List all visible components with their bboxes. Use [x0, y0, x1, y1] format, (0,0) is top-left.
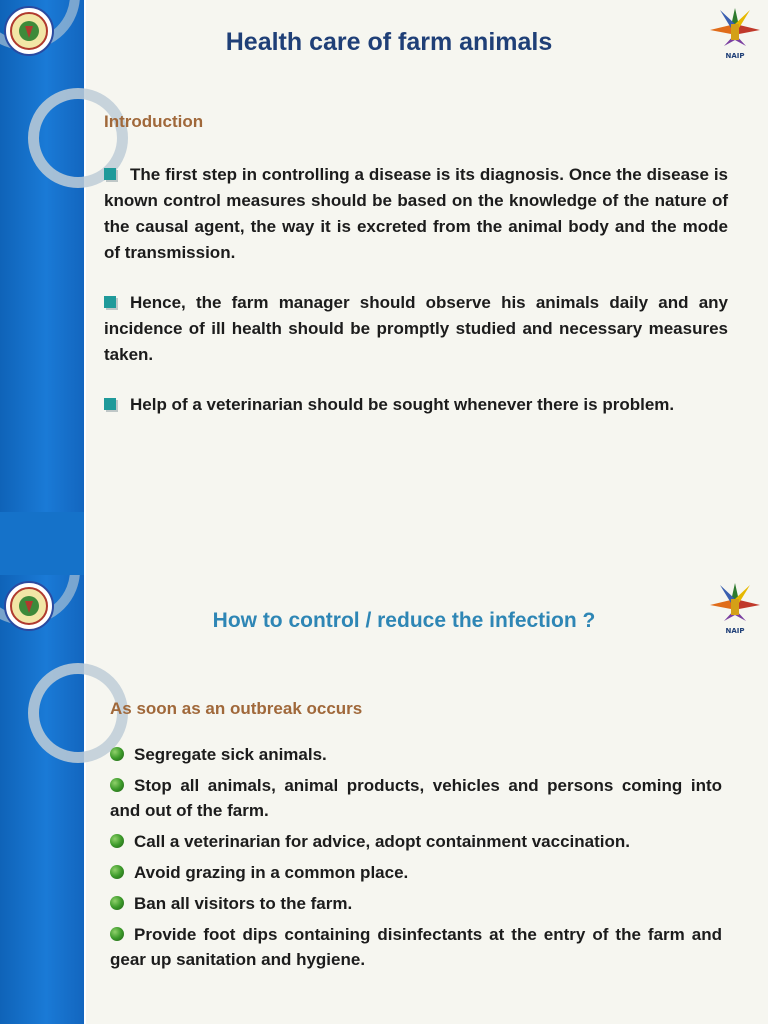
list-item [110, 773, 722, 823]
paragraph [104, 392, 728, 418]
list-item-text: Avoid grazing in a common place. [134, 863, 409, 882]
square-bullet-icon [104, 168, 116, 180]
list-item [110, 922, 722, 972]
green-bullet-icon [110, 778, 124, 792]
green-bullet-icon [110, 896, 124, 910]
green-bullet-icon [110, 865, 124, 879]
list-item [110, 742, 722, 767]
slide-2 [0, 575, 768, 1024]
naip-logo-icon [706, 4, 764, 62]
square-bullet-icon [104, 398, 116, 410]
list-item [110, 891, 722, 916]
list-item [110, 829, 722, 854]
square-bullet-icon [104, 296, 116, 308]
bullet-list [110, 742, 722, 978]
university-logo-icon [4, 581, 54, 631]
list-item [110, 860, 722, 885]
list-item-text: Ban all visitors to the farm. [134, 894, 353, 913]
slide-title: How to control / reduce the infection ? [212, 609, 596, 632]
section-heading: As soon as an outbreak occurs [110, 699, 363, 718]
green-bullet-icon [110, 927, 124, 941]
sidebar-decoration [0, 0, 86, 512]
paragraph-text: Help of a veterinarian should be sought whenever there is problem. [130, 395, 675, 414]
svg-text:NAIP: NAIP [725, 52, 745, 60]
slide-title: Health care of farm animals [225, 28, 553, 56]
paragraph [104, 162, 728, 266]
slide-gap [0, 512, 768, 575]
sidebar-decoration [0, 512, 86, 575]
section-heading: Introduction [104, 112, 204, 131]
green-bullet-icon [110, 747, 124, 761]
paragraph [104, 290, 728, 368]
university-logo-icon [4, 6, 54, 56]
list-item-text: Segregate sick animals. [134, 745, 327, 764]
paragraph-text: Hence, the farm manager should observe his animals daily and any incidence of ill health should be promptly studied and necessary measures taken. [104, 293, 728, 364]
list-item-text: Call a veterinarian for advice, adopt containment vaccination. [134, 832, 630, 851]
paragraph-text: The first step in controlling a disease is its diagnosis. Once the disease is known control measures should be based on the knowledge of the nature of the causal agent, the way it is excreted from the animal body and the mode of transmission. [104, 165, 728, 262]
sidebar-decoration [0, 575, 86, 1024]
list-item-text: Provide foot dips containing disinfectants at the entry of the farm and gear up sanitation and hygiene. [110, 925, 722, 969]
list-item-text: Stop all animals, animal products, vehicles and persons coming into and out of the farm. [110, 776, 722, 820]
svg-text:NAIP: NAIP [725, 627, 745, 635]
green-bullet-icon [110, 834, 124, 848]
